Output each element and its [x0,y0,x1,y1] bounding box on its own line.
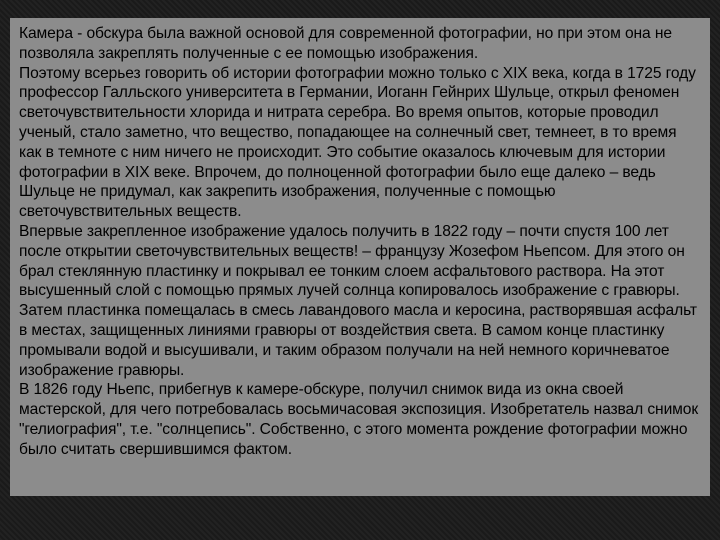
text-box [10,18,710,496]
paragraph-camera-obscura: Камера - обскура была важной основой для современной фотографии, но при этом она не позволяла закреплять полученные с ее помощью изображения. [19,25,672,62]
paragraph-schulze-discovery: Поэтому всерьез говорить об истории фотографии можно только с XIX века, когда в 1725 году профессор Галльского университета в Германии, Иоганн Гейнрих Шульце, открыл феномен светочувствительности хлорида и нитрата серебра. Во время опытов, которые проводил ученый, стало заметно, что вещество, попадающее на солнечный свет, темнеет, в то время как в темноте с ним ничего не происходит. Это событие оказалось ключевым для истории фотографии в XIX веке. Впрочем, до полноценной фотографии было еще далеко – ведь Шульце не придумал, как закрепить изображения, полученные с помощью светочувствительных веществ. [19,64,696,221]
paragraph-heliography-1826: В 1826 году Ньепс, прибегнув к камере-обскуре, получил снимок вида из окна своей мастерской, для чего потребовалась восьмичасовая экспозиция. Изобретатель назвал снимок "гелиография", т.е. "солнцепись". Собственно, с этого момента рождение фотографии можно было считать свершившимся фактом. [19,381,699,458]
paragraph-niepce-1822: Впервые закрепленное изображение удалось получить в 1822 году – почти спустя 100 лет после открытии светочувствительных веществ! – французу Жозефом Ньепсом. Для этого он брал стеклянную пластинку и покрывал ее тонким слоем асфальтового раствора. На этот высушенный слой с помощью прямых лучей солнца копировалось изображение с гравюры. Затем пластинка помещалась в смесь лавандового масла и керосина, растворявшая асфальт в местах, защищенных линиями гравюры от воздействия света. В самом конце пластинку промывали водой и высушивали, и таким образом получали на ней немного коричневатое изображение гравюры. [19,222,697,379]
